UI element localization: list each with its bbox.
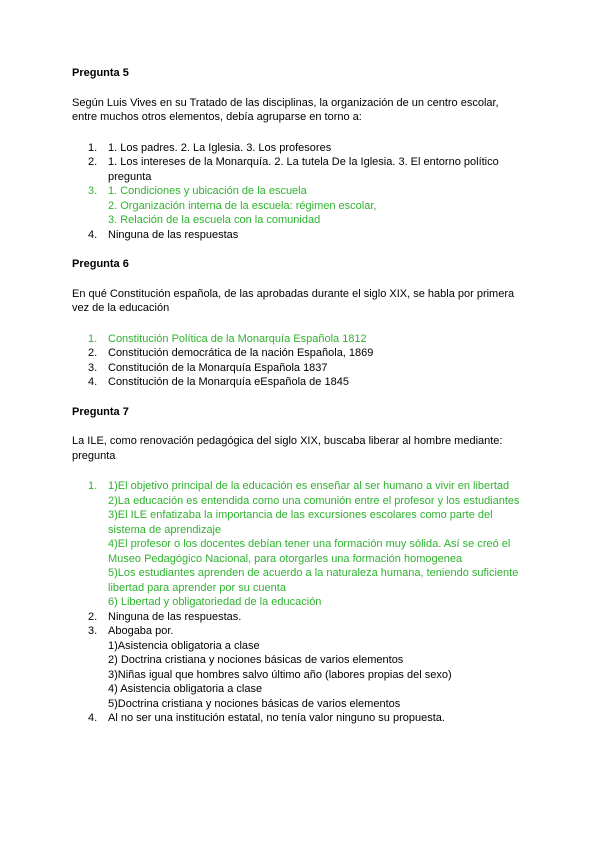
question-6-title: Pregunta 6 [72,258,129,270]
document-page [72,66,532,726]
option-line: 1. Condiciones y ubicación de la escuela [108,185,307,197]
option-number: 2. [88,156,98,168]
q6-option-4 [72,375,532,390]
option-line: 1)El objetivo principal de la educación es enseñar al ser humano a vivir en libertad [108,480,510,492]
option-number: 3. [88,185,98,197]
option-number: 4. [88,376,98,388]
option-number: 2. [88,347,98,359]
option-line: 3)El ILE enfatizaba la importancia de las excursiones escolares como parte del [108,509,493,521]
question-5-title: Pregunta 5 [72,67,129,79]
option-line: 1. Los padres. 2. La Iglesia. 3. Los profesores [108,141,332,154]
option-line: pregunta [108,170,152,183]
option-line: 1)Asistencia obligatoria a clase [108,639,260,652]
q7-option-1-correct [72,479,532,610]
q7-option-4 [72,711,532,726]
option-number: 1. [88,141,98,154]
question-6-text [72,287,532,316]
option-line: 2. Organización interna de la escuela: régimen escolar, [108,199,377,212]
option-number: 4. [88,228,98,241]
option-line: 2) Doctrina cristiana y nociones básicas de varios elementos [108,654,404,666]
question-5-options [72,141,532,243]
option-line: Constitución de la Monarquía eEspañola de 1845 [108,376,349,388]
option-line: sistema de aprendizaje [108,523,222,536]
option-line: 1. Los intereses de la Monarquía. 2. La tutela De la Iglesia. 3. El entorno político [108,156,499,168]
option-number: 1. [88,332,98,345]
q5-option-1 [72,141,532,156]
option-number: 3. [88,361,98,374]
question-6-options [72,332,532,390]
option-line: 4)El profesor o los docentes debían tener una formación muy sólida. Así se creó el [108,538,511,550]
option-line: libertad para aprender por su cuenta [108,581,286,594]
q5-option-2 [72,155,532,184]
q7-option-2 [72,610,532,625]
q6-option-1-correct [72,332,532,347]
question-5-text [72,96,532,125]
text-line: Según Luis Vives en su Tratado de las disciplinas, la organización de un centro escolar, [72,96,499,109]
q7-option-3 [72,624,532,711]
text-line: entre muchos otros elementos, debía agruparse en torno a: [72,111,362,123]
question-7-title: Pregunta 7 [72,405,129,418]
q6-option-3 [72,361,532,376]
option-line: Constitución de la Monarquía Española 1837 [108,361,328,374]
option-line: Ninguna de las respuestas [108,228,239,241]
option-number: 3. [88,625,98,637]
option-number: 2. [88,610,98,623]
text-line: pregunta [72,449,116,462]
text-line: vez de la educación [72,302,170,314]
option-line: 4) Asistencia obligatoria a clase [108,683,263,695]
option-number: 1. [88,480,98,492]
option-line: 3. Relación de la escuela con la comunidad [108,214,321,226]
option-line: Museo Pedagógico Nacional, para otorgarles una formación homogenea [108,552,463,565]
text-line: La ILE, como renovación pedagógica del siglo XIX, buscaba liberar al hombre mediante: [72,435,503,447]
option-number: 4. [88,712,98,724]
option-line: Constitución democrática de la nación Española, 1869 [108,347,374,359]
option-line: 3)Niñas igual que hombres salvo último año (labores propias del sexo) [108,668,452,681]
option-line: Constitución Política de la Monarquía Española 1812 [108,332,367,345]
option-line: 5)Doctrina cristiana y nociones básicas de varios elementos [108,697,401,710]
option-line: 5)Los estudiantes aprenden de acuerdo a la naturaleza humana, teniendo suficiente [108,567,519,579]
question-7-options [72,479,532,726]
question-7-text [72,434,532,463]
q6-option-2 [72,346,532,361]
option-line: 6) Libertad y obligatoriedad de la educación [108,596,322,608]
q5-option-4 [72,228,532,243]
option-line: Abogaba por. [108,625,174,637]
option-line: Ninguna de las respuestas. [108,610,242,623]
text-line: En qué Constitución española, de las aprobadas durante el siglo XIX, se habla por primera [72,287,515,300]
option-line: 2)La educación es entendida como una comunión entre el profesor y los estudiantes [108,494,520,507]
q5-option-3-correct [72,184,532,228]
option-line: Al no ser una institución estatal, no tenía valor ninguno su propuesta. [108,712,445,724]
